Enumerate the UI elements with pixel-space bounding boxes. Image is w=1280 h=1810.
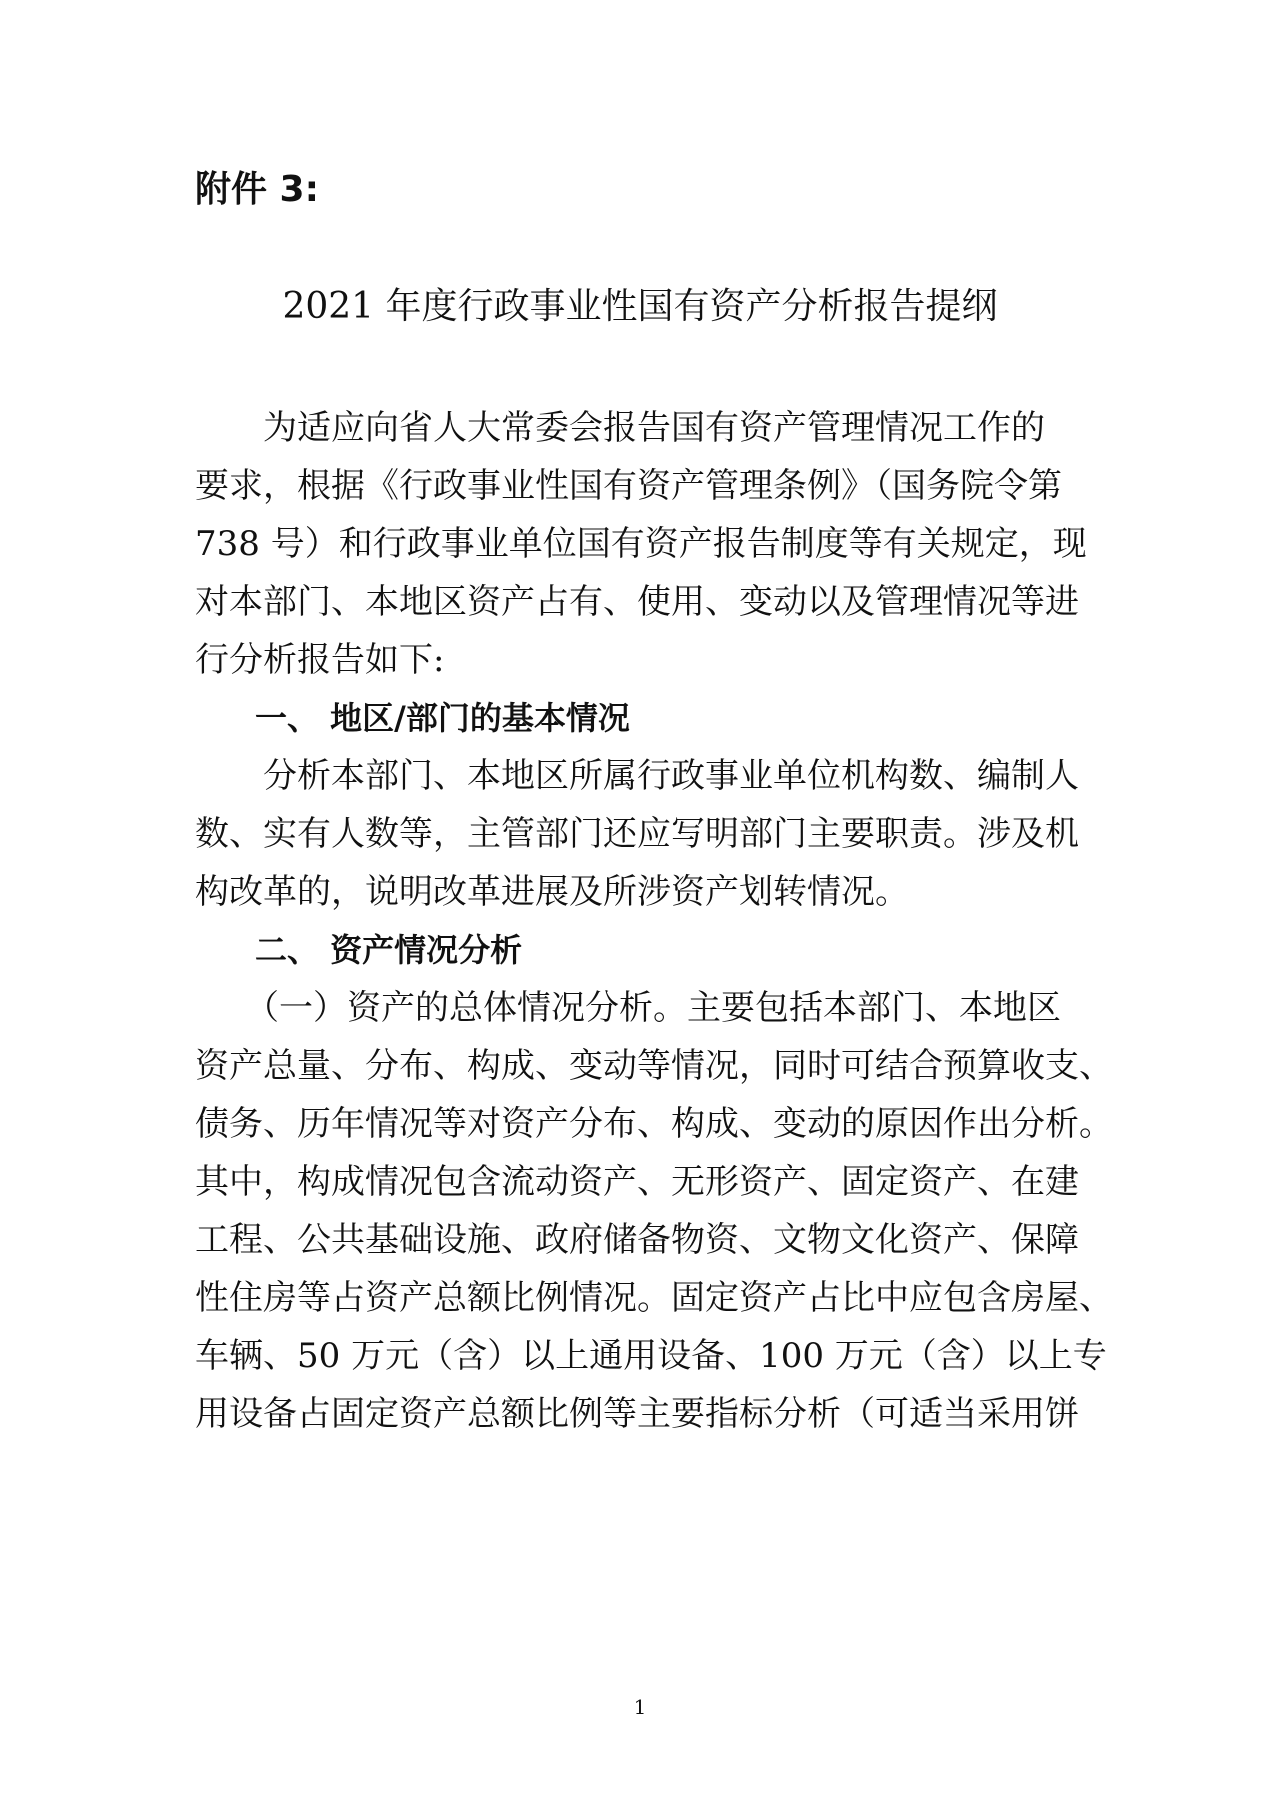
section-2-heading: 二、 资产情况分析	[255, 931, 523, 969]
section-2-line-5: 工程、公共基础设施、政府储备物资、文物文化资产、保障	[195, 1220, 1079, 1260]
section-2-line-7: 车辆、50 万元（含）以上通用设备、100 万元（含）以上专	[195, 1336, 1107, 1376]
section-1-line-2: 数、实有人数等，主管部门还应写明部门主要职责。涉及机	[195, 814, 1079, 854]
section-1-line-3: 构改革的，说明改革进展及所涉资产划转情况。	[195, 872, 909, 912]
section-2-line-6: 性住房等占资产总额比例情况。固定资产占比中应包含房屋、	[195, 1278, 1113, 1318]
intro-line-5: 行分析报告如下:	[195, 640, 445, 680]
section-2-line-8: 用设备占固定资产总额比例等主要指标分析（可适当采用饼	[195, 1394, 1079, 1434]
intro-line-4: 对本部门、本地区资产占有、使用、变动以及管理情况等进	[195, 582, 1079, 622]
intro-line-2: 要求，根据《行政事业性国有资产管理条例》（国务院令第	[195, 466, 1062, 506]
page-number: 1	[633, 1695, 647, 1719]
attachment-label: 附件 3:	[195, 169, 319, 210]
intro-line-3: 738 号）和行政事业单位国有资产报告制度等有关规定，现	[195, 524, 1087, 564]
section-2-line-2: 资产总量、分布、构成、变动等情况，同时可结合预算收支、	[195, 1046, 1113, 1086]
section-2-line-3: 债务、历年情况等对资产分布、构成、变动的原因作出分析。	[195, 1104, 1113, 1144]
section-1-line-1: 分析本部门、本地区所属行政事业单位机构数、编制人	[263, 756, 1079, 796]
document-title: 2021 年度行政事业性国有资产分析报告提纲	[282, 286, 998, 327]
section-1-heading: 一、 地区/部门的基本情况	[255, 699, 630, 737]
section-2-line-1: （一）资产的总体情况分析。主要包括本部门、本地区	[245, 988, 1061, 1028]
section-2-line-4: 其中，构成情况包含流动资产、无形资产、固定资产、在建	[195, 1162, 1079, 1202]
intro-line-1: 为适应向省人大常委会报告国有资产管理情况工作的	[263, 408, 1045, 448]
